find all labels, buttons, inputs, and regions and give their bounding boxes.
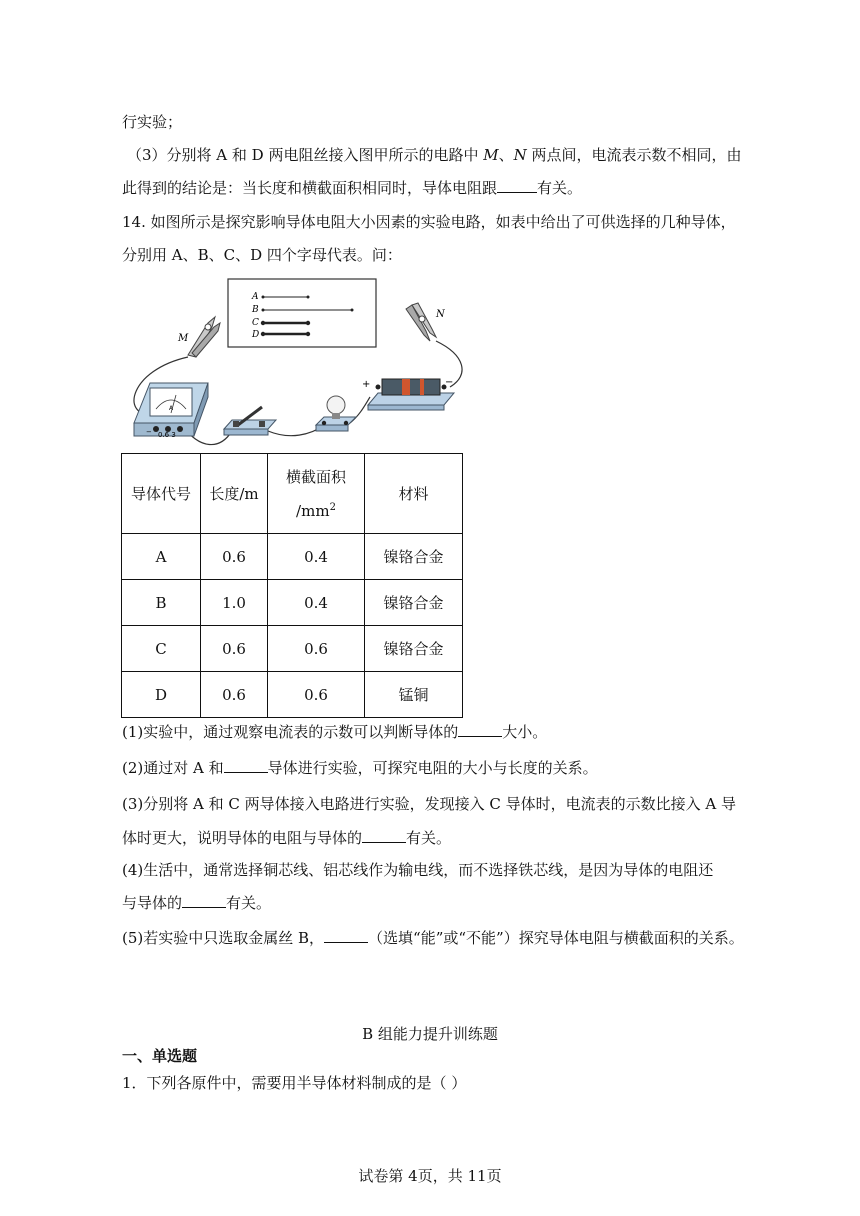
table-row — [122, 672, 463, 718]
cell-material: 镍铬合金 — [365, 580, 463, 626]
page-footer: 试卷第 4页，共 11页 — [358, 1167, 502, 1185]
sub-question-5 — [122, 928, 744, 948]
sub1-text-a: (1)实验中，通过观察电流表的示数可以判断导体的 — [122, 723, 459, 741]
sub3-text-b: 有关。 — [406, 829, 452, 847]
table-row — [122, 580, 463, 626]
header-material: 材料 — [365, 454, 463, 534]
cell-area: 0.6 — [268, 672, 365, 718]
battery-minus: − — [445, 377, 454, 388]
cell-material: 镍铬合金 — [365, 534, 463, 580]
answer-blank[interactable] — [362, 828, 406, 843]
ammeter-letter: A — [169, 405, 174, 412]
clip-n — [406, 303, 436, 341]
sub5-text-a: (5)若实验中只选取金属丝 B， — [122, 929, 325, 947]
separator: 、 — [498, 146, 514, 164]
prev-line-1: 行实验； — [122, 113, 183, 131]
wire-label-c: C — [252, 318, 259, 328]
sub-question-2 — [122, 758, 598, 778]
table-header-row — [122, 454, 463, 534]
clip-n-label: N — [436, 309, 445, 320]
prev-q3-line-2 — [122, 178, 582, 198]
answer-blank[interactable] — [458, 722, 502, 737]
prev-q3-line-1 — [127, 145, 742, 165]
answer-blank[interactable] — [182, 893, 226, 908]
prev-q3-text-a: （3）分别将 A 和 D 两电阻丝接入图甲所示的电路中 — [127, 146, 484, 164]
switch — [224, 407, 276, 435]
q14-intro-2: 分别用 A、B、C、D 四个字母代表。问： — [122, 246, 402, 264]
answer-blank[interactable] — [324, 928, 368, 943]
cell-code: C — [122, 626, 201, 672]
header-code: 导体代号 — [122, 454, 201, 534]
answer-blank[interactable] — [497, 178, 537, 193]
cell-material: 锰铜 — [365, 672, 463, 718]
sub2-text-a: (2)通过对 A 和 — [122, 759, 224, 777]
sub-question-3-line-2 — [122, 828, 451, 848]
point-m-label: M — [483, 146, 499, 164]
sub4-text-b: 有关。 — [226, 894, 272, 912]
clip-m-label: M — [178, 333, 189, 344]
cell-area: 0.4 — [268, 580, 365, 626]
sub5-text-b: （选填“能”或“不能”）探究导体电阻与横截面积的关系。 — [368, 929, 744, 947]
battery — [368, 379, 454, 410]
header-area-unit-exp: 2 — [329, 501, 336, 513]
cell-area: 0.4 — [268, 534, 365, 580]
cell-length: 1.0 — [201, 580, 268, 626]
sub-question-4-line-2 — [122, 893, 271, 913]
prev-q3-text-b: 两点间，电流表示数不相同，由 — [526, 146, 742, 164]
sub4-text-a: 与导体的 — [122, 894, 183, 912]
sub1-text-b: 大小。 — [502, 723, 548, 741]
cell-code: B — [122, 580, 201, 626]
sub-question-4-line-1: (4)生活中，通常选择铜芯线、铝芯线作为输电线，而不选择铁芯线，是因为导体的电阻还 — [122, 861, 714, 879]
bulb — [316, 396, 356, 431]
answer-blank[interactable] — [224, 758, 268, 773]
header-length: 长度/m — [201, 454, 268, 534]
prev-q3-text-d: 有关。 — [537, 179, 583, 197]
cell-area: 0.6 — [268, 626, 365, 672]
question-1: 1．下列各原件中，需要用半导体材料制成的是（ ） — [122, 1074, 467, 1092]
header-area-unit: /mm — [296, 501, 330, 520]
sub3-text-a: 体时更大，说明导体的电阻与导体的 — [122, 829, 363, 847]
section-title: B 组能力提升训练题 — [362, 1025, 498, 1043]
section-heading: 一、单选题 — [122, 1047, 198, 1065]
prev-q3-text-c: 此得到的结论是：当长度和横截面积相同时，导体电阻跟 — [122, 179, 498, 197]
wire-label-d: D — [252, 330, 260, 340]
ammeter-scale: 0.6 3 — [158, 431, 176, 439]
table-row — [122, 534, 463, 580]
wire-label-b: B — [252, 305, 259, 315]
circuit-figure — [120, 275, 470, 450]
cell-material: 镍铬合金 — [365, 626, 463, 672]
cell-code: D — [122, 672, 201, 718]
table-row — [122, 626, 463, 672]
ammeter-minus: − — [146, 428, 152, 436]
q14-intro-1: 14. 如图所示是探究影响导体电阻大小因素的实验电路，如表中给出了可供选择的几种导体， — [122, 213, 736, 231]
cell-length: 0.6 — [201, 534, 268, 580]
cell-length: 0.6 — [201, 672, 268, 718]
wire-label-a: A — [252, 292, 259, 302]
conductor-table — [121, 453, 463, 718]
sub-question-1 — [122, 722, 547, 742]
point-n-label: N — [513, 146, 527, 164]
cell-code: A — [122, 534, 201, 580]
header-area-label: 横截面积 — [285, 467, 346, 486]
header-area — [268, 454, 365, 534]
sub-question-3-line-1: (3)分别将 A 和 C 两导体接入电路进行实验，发现接入 C 导体时，电流表的示数比接入 A 导 — [122, 795, 737, 813]
sub2-text-b: 导体进行实验，可探究电阻的大小与长度的关系。 — [267, 759, 598, 777]
clip-m — [188, 317, 220, 357]
battery-plus: + — [362, 379, 371, 390]
cell-length: 0.6 — [201, 626, 268, 672]
wire-board — [228, 279, 376, 347]
